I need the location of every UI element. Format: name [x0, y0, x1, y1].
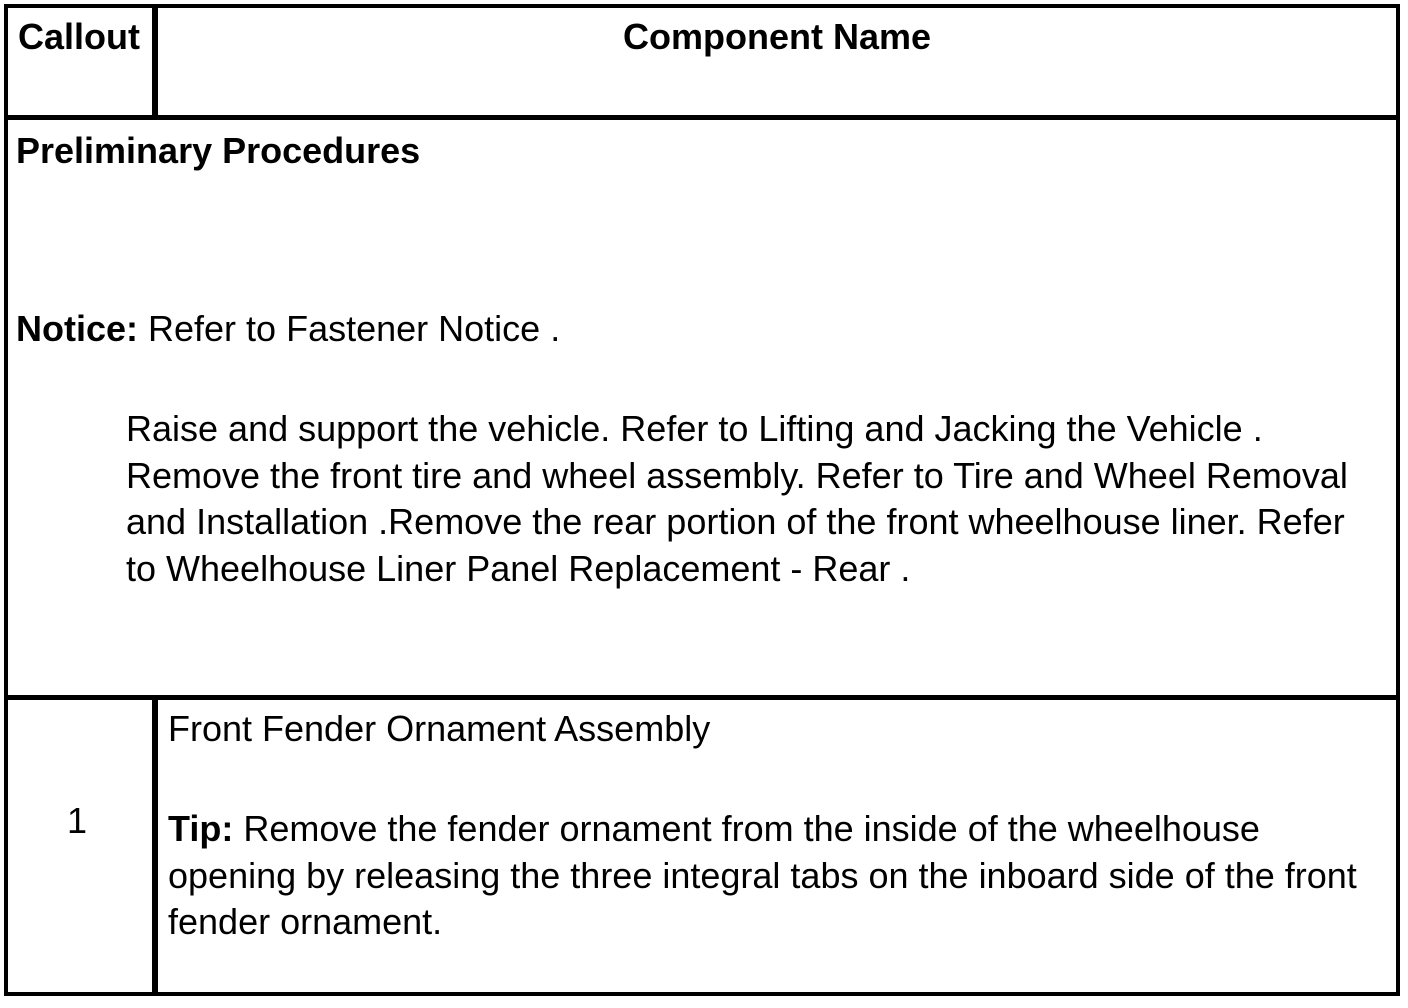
component-name-header-cell: [158, 8, 1396, 115]
callout-column-header: Callout: [18, 16, 140, 57]
preliminary-procedures-row: [8, 120, 1396, 700]
preliminary-procedures-text: Raise and support the vehicle. Refer to Lifting and Jacking the Vehicle . Remove the front tire and wheel assembly. Refer to Tire and Wheel Removal and Installation .Remove the rear portion of the front wheelhouse liner. Refer to Wheelhouse Liner Panel Replacement - Rear .: [126, 408, 1348, 589]
preliminary-procedures-title: Preliminary Procedures: [16, 130, 421, 171]
procedure-table: [4, 4, 1400, 996]
notice-text: Refer to Fastener Notice .: [138, 308, 561, 349]
notice-line: [16, 308, 560, 350]
table-header-row: [8, 8, 1396, 120]
component-name-column-header: Component Name: [622, 16, 932, 57]
callout-header-cell: [8, 8, 158, 115]
component-cell: [158, 700, 1396, 992]
callout-cell: [8, 700, 158, 992]
notice-label: Notice:: [16, 308, 139, 349]
table-row: [8, 700, 1396, 992]
callout-number: 1: [66, 800, 88, 841]
tip-text: Remove the fender ornament from the inside of the wheelhouse opening by releasing the three integral tabs on the inboard side of the front fender ornament.: [168, 808, 1357, 942]
component-name: Front Fender Ornament Assembly: [168, 708, 711, 749]
tip-text-block: [168, 806, 1383, 946]
tip-label: Tip:: [168, 808, 234, 849]
